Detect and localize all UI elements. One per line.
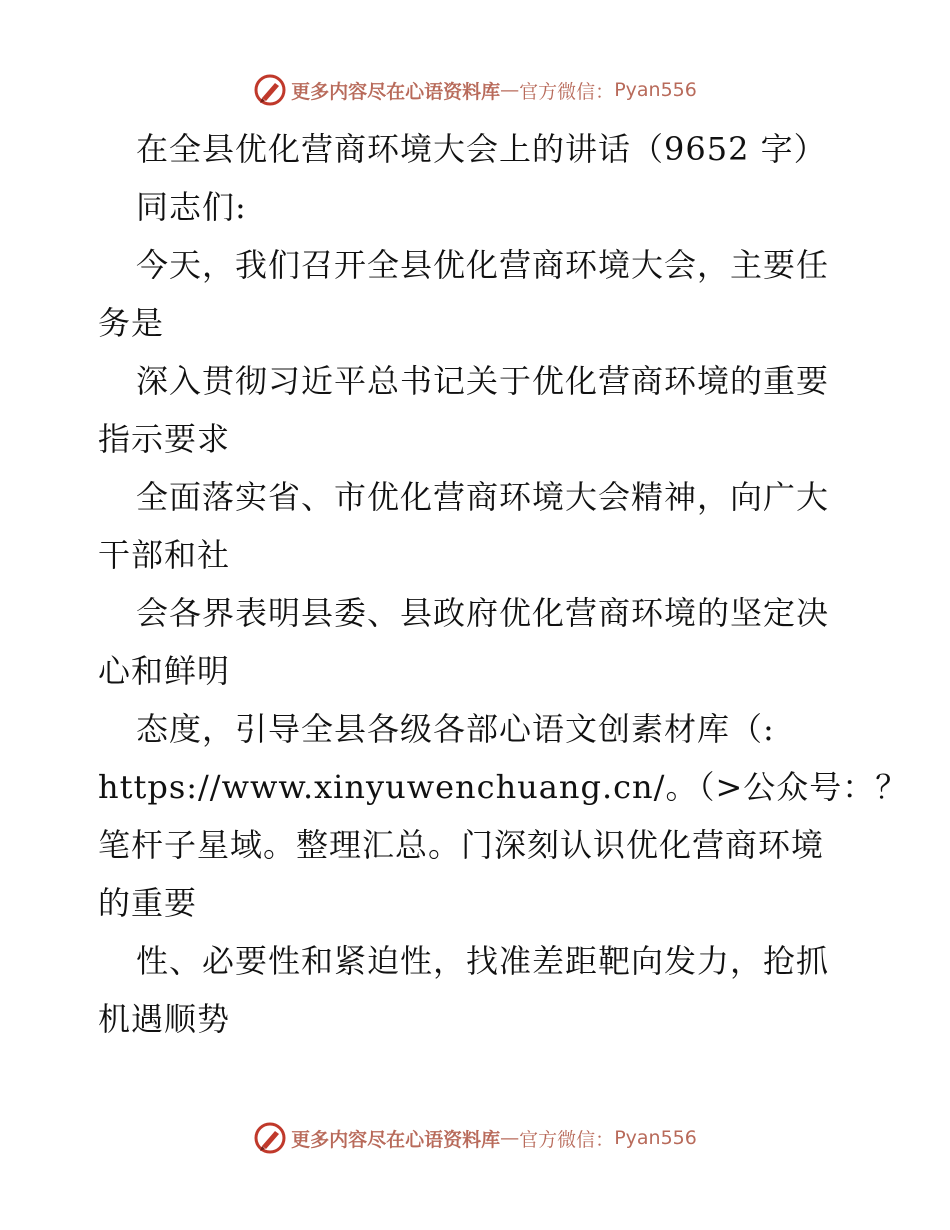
body-line: 指示要求 [98,420,231,458]
banner-separator: — [500,1127,520,1149]
banner-account: Pyan556 [614,79,697,101]
body-line-url: https://www.xinyuwenchuang.cn/。（>公众号：？ [98,768,909,806]
document-body [98,120,909,1048]
banner-label: 官方微信： [519,1128,615,1151]
banner-account: Pyan556 [614,1127,697,1149]
body-line: 笔杆子星域。整理汇总。门深刻认识优化营商环境 [98,826,825,864]
header-watermark-banner [0,70,950,110]
body-line: 态度，引导全县各级各部心语文创素材库（: [136,710,775,748]
body-line: 深入贯彻习近平总书记关于优化营商环境的重要 [136,362,830,400]
body-line: 今天，我们召开全县优化营商环境大会，主要任 [136,246,830,284]
body-line: 性、必要性和紧迫性，找准差距靶向发力，抢抓 [136,942,830,980]
banner-brand: 更多内容尽在心语资料库 [291,1128,501,1151]
salutation: 同志们: [136,188,247,226]
body-line: 心和鲜明 [98,652,231,690]
footer-watermark-banner [0,1118,950,1158]
body-line: 的重要 [98,884,198,922]
body-line: 务是 [98,304,165,342]
body-line: 干部和社 [98,536,231,574]
banner-separator: — [500,79,520,101]
banner-brand: 更多内容尽在心语资料库 [291,80,501,103]
body-line: 机遇顺势 [98,1000,231,1038]
pen-logo-icon [253,1121,287,1155]
body-line: 全面落实省、市优化营商环境大会精神，向广大 [136,478,830,516]
document-title: 在全县优化营商环境大会上的讲话（9652 字） [136,130,827,168]
body-line: 会各界表明县委、县政府优化营商环境的坚定决 [136,594,830,632]
pen-logo-icon [253,73,287,107]
banner-label: 官方微信： [519,80,615,103]
